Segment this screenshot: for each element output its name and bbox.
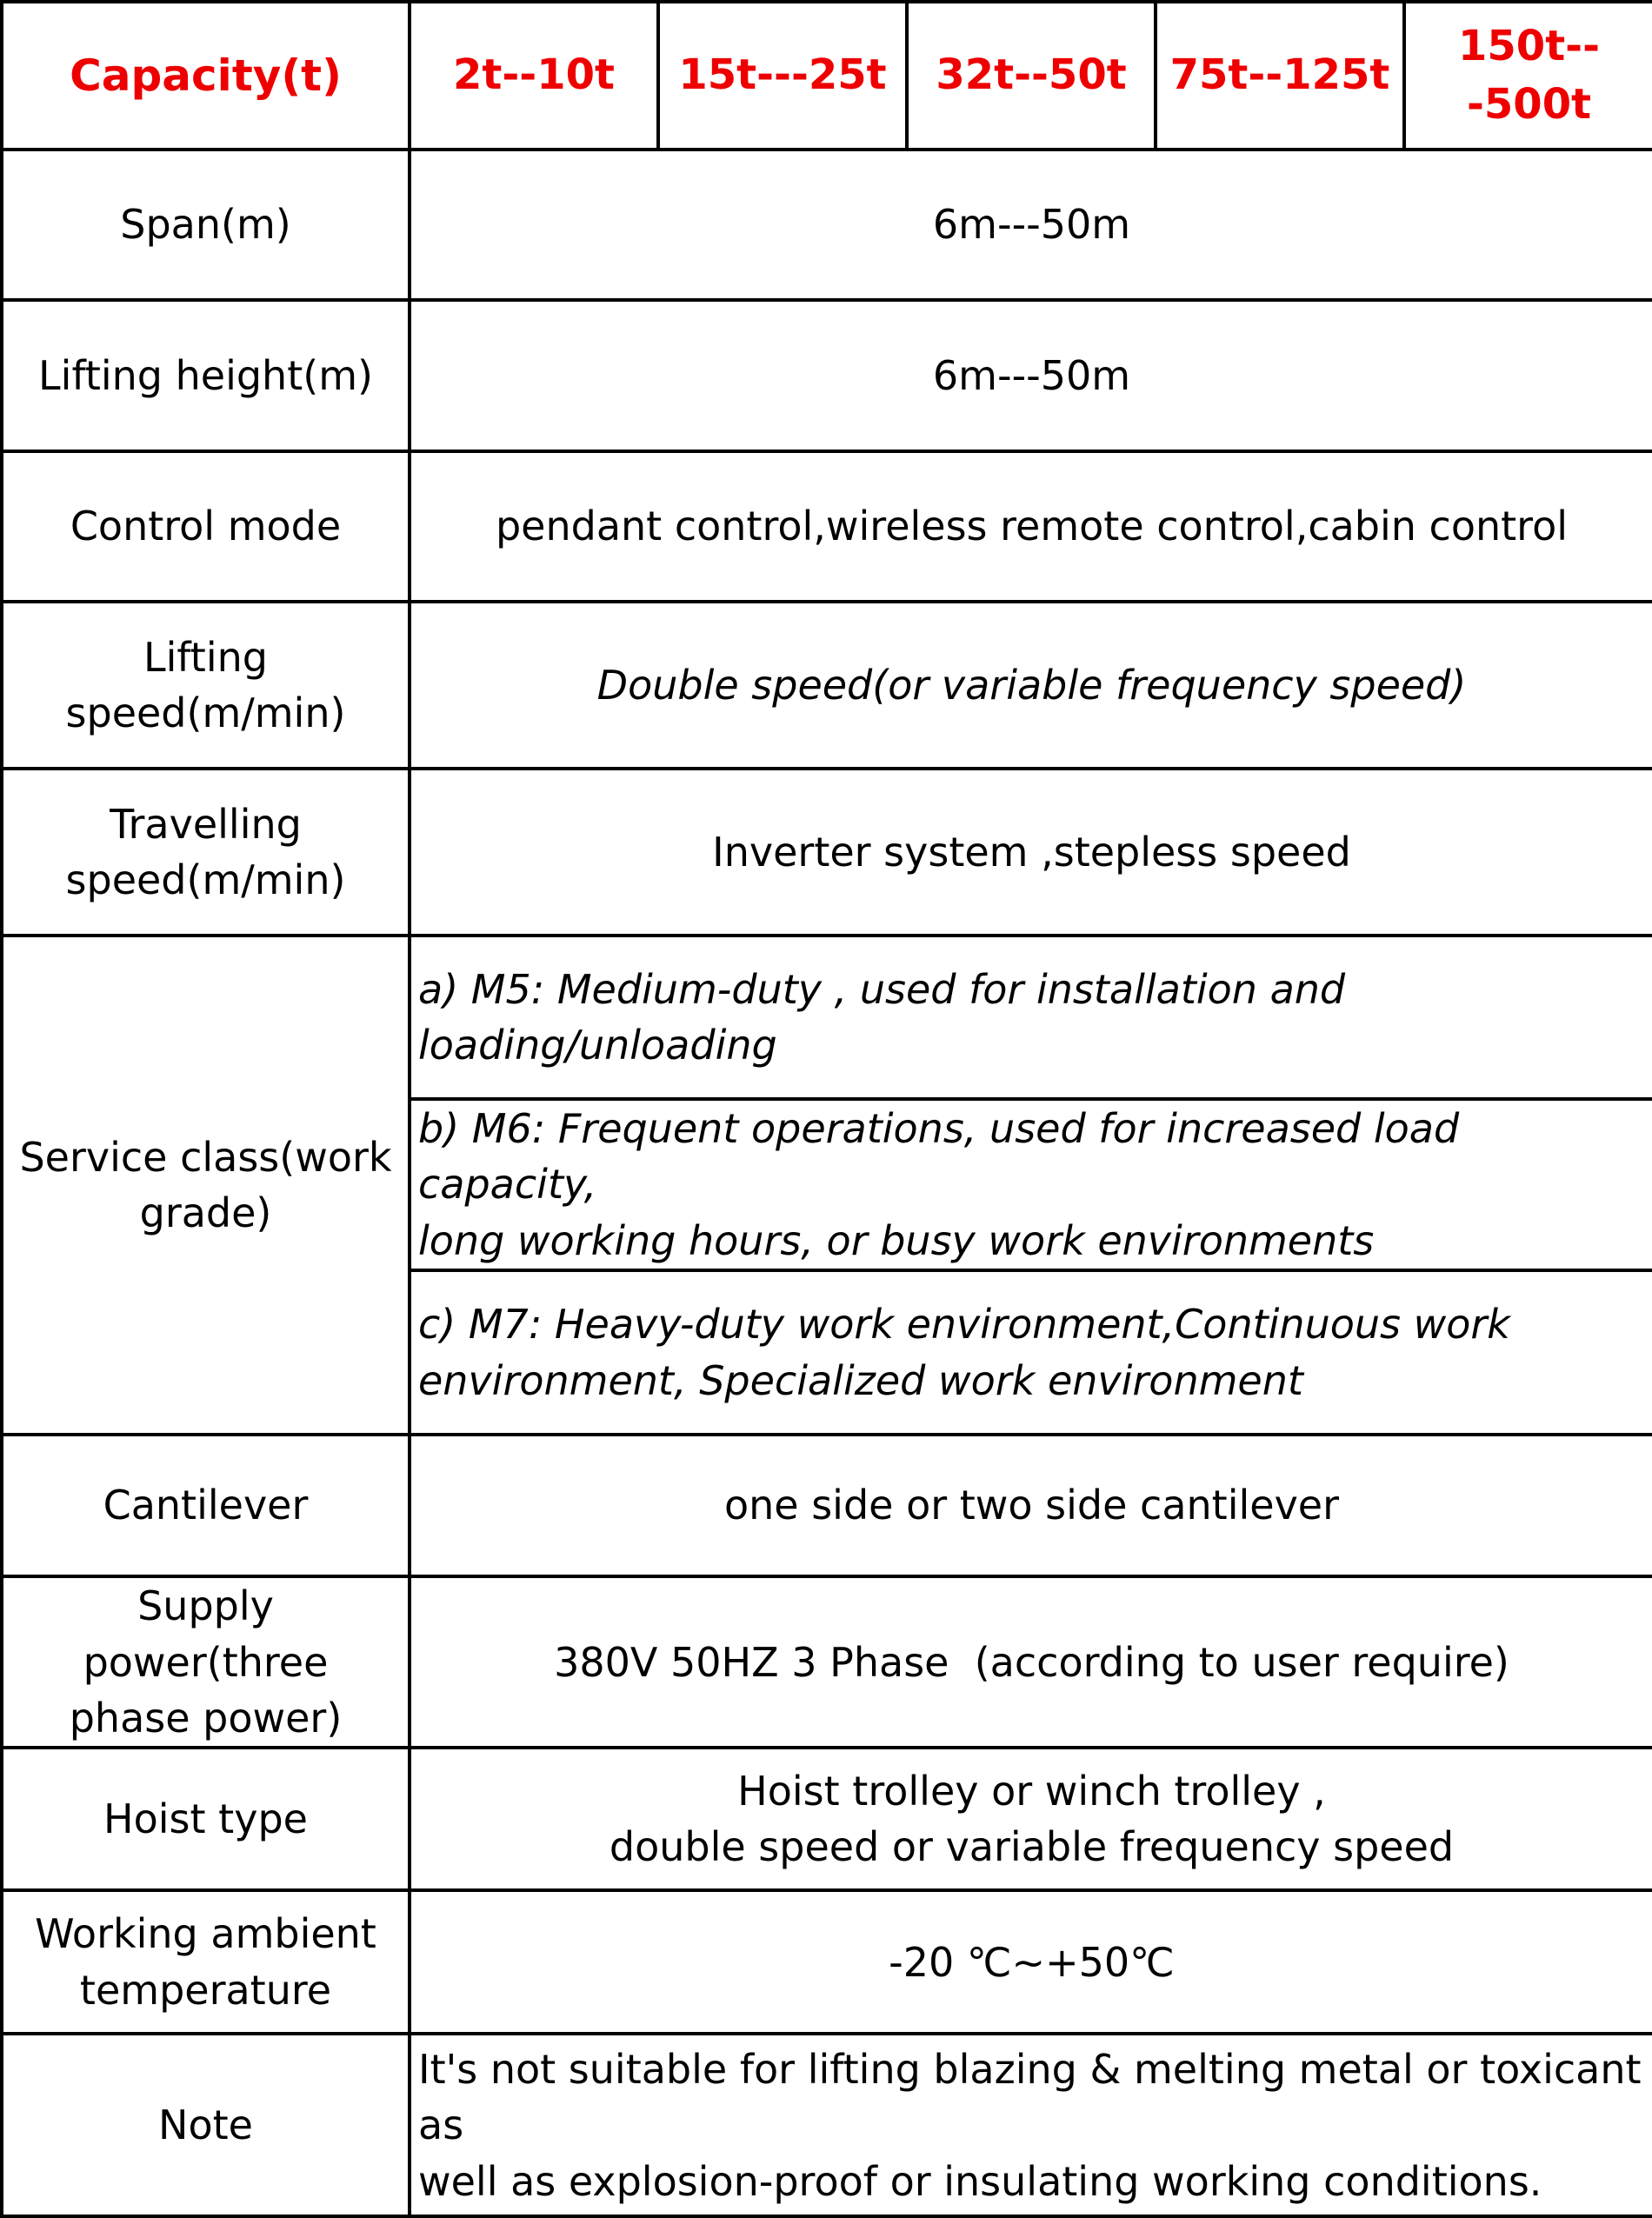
travelling-speed-label (2, 769, 410, 936)
lifting-height-value: 6m---50m (410, 300, 1652, 451)
lifting-speed-label (2, 602, 410, 769)
ambient-temp-label (2, 1890, 410, 2034)
lifting-speed-label-line-2: speed(m/min) (65, 689, 346, 736)
supply-power-label-line-1: Supply power(three (83, 1582, 329, 1686)
control-mode-label: Control mode (2, 451, 410, 602)
span-value: 6m---50m (410, 150, 1652, 300)
service-class-option-c-line-1: c) M7: Heavy-duty work environment,Continuous work (418, 1301, 1510, 1349)
capacity-col-1: 2t--10t (410, 2, 658, 150)
capacity-header: Capacity(t) (2, 2, 410, 150)
cantilever-row (2, 1435, 1652, 1576)
hoist-type-value-line-1: Hoist trolley or winch trolley , (737, 1767, 1326, 1815)
cantilever-label: Cantilever (2, 1435, 410, 1576)
service-class-option-c (410, 1270, 1652, 1435)
lifting-speed-value: Double speed(or variable frequency speed) (410, 602, 1652, 769)
service-class-option-c-line-2: environment, Specialized work environment (418, 1356, 1303, 1404)
header-row (2, 2, 1652, 150)
ambient-temp-label-line-2: temperature (79, 1966, 332, 2014)
service-class-label-line-2: grade) (139, 1189, 272, 1237)
cantilever-value: one side or two side cantilever (410, 1435, 1652, 1576)
service-class-label (2, 936, 410, 1435)
ambient-temp-value: -20 ℃~+50℃ (410, 1890, 1652, 2034)
control-mode-row (2, 451, 1652, 602)
lifting-height-label: Lifting height(m) (2, 300, 410, 451)
service-class-row-a (2, 936, 1652, 1099)
supply-power-label (2, 1576, 410, 1748)
capacity-col-2: 15t---25t (658, 2, 907, 150)
ambient-temp-label-line-1: Working ambient (35, 1910, 376, 1958)
capacity-col-4: 75t--125t (1156, 2, 1404, 150)
supply-power-row (2, 1576, 1652, 1748)
service-class-option-a-line-1: a) M5: Medium-duty , used for installation and (418, 965, 1346, 1013)
hoist-type-label: Hoist type (2, 1748, 410, 1890)
service-class-option-a (410, 936, 1652, 1099)
hoist-type-row (2, 1748, 1652, 1890)
hoist-type-value-line-2: double speed or variable frequency speed (609, 1823, 1455, 1871)
travelling-speed-label-line-2: speed(m/min) (65, 856, 346, 903)
note-value (410, 2034, 1652, 2216)
lifting-height-row (2, 300, 1652, 451)
lifting-speed-label-line-1: Lifting (143, 633, 268, 681)
service-class-option-a-line-2: loading/unloading (418, 1022, 777, 1069)
service-class-option-b-line-1: b) M6: Frequent operations, used for increased load capacity, (418, 1105, 1460, 1209)
service-class-option-b-line-2: long working hours, or busy work environments (418, 1216, 1375, 1264)
travelling-speed-value: Inverter system ,stepless speed (410, 769, 1652, 936)
service-class-option-b (410, 1099, 1652, 1270)
capacity-col-3: 32t--50t (907, 2, 1156, 150)
travelling-speed-label-line-1: Travelling (110, 800, 302, 848)
supply-power-value: 380V 50HZ 3 Phase (according to user require) (410, 1576, 1652, 1748)
travelling-speed-row (2, 769, 1652, 936)
span-label: Span(m) (2, 150, 410, 300)
lifting-speed-row (2, 602, 1652, 769)
span-row (2, 150, 1652, 300)
note-value-line-1: It's not suitable for lifting blazing & melting metal or toxicant as (418, 2045, 1642, 2149)
supply-power-label-line-2: phase power) (69, 1694, 343, 1742)
note-value-line-2: well as explosion-proof or insulating working conditions. (418, 2157, 1542, 2205)
ambient-temp-row (2, 1890, 1652, 2034)
service-class-label-line-1: Service class(work (19, 1133, 392, 1181)
note-label: Note (2, 2034, 410, 2216)
note-row (2, 2034, 1652, 2216)
control-mode-value: pendant control,wireless remote control,cabin control (410, 451, 1652, 602)
hoist-type-value (410, 1748, 1652, 1890)
capacity-col-5: 150t---500t (1404, 2, 1652, 150)
